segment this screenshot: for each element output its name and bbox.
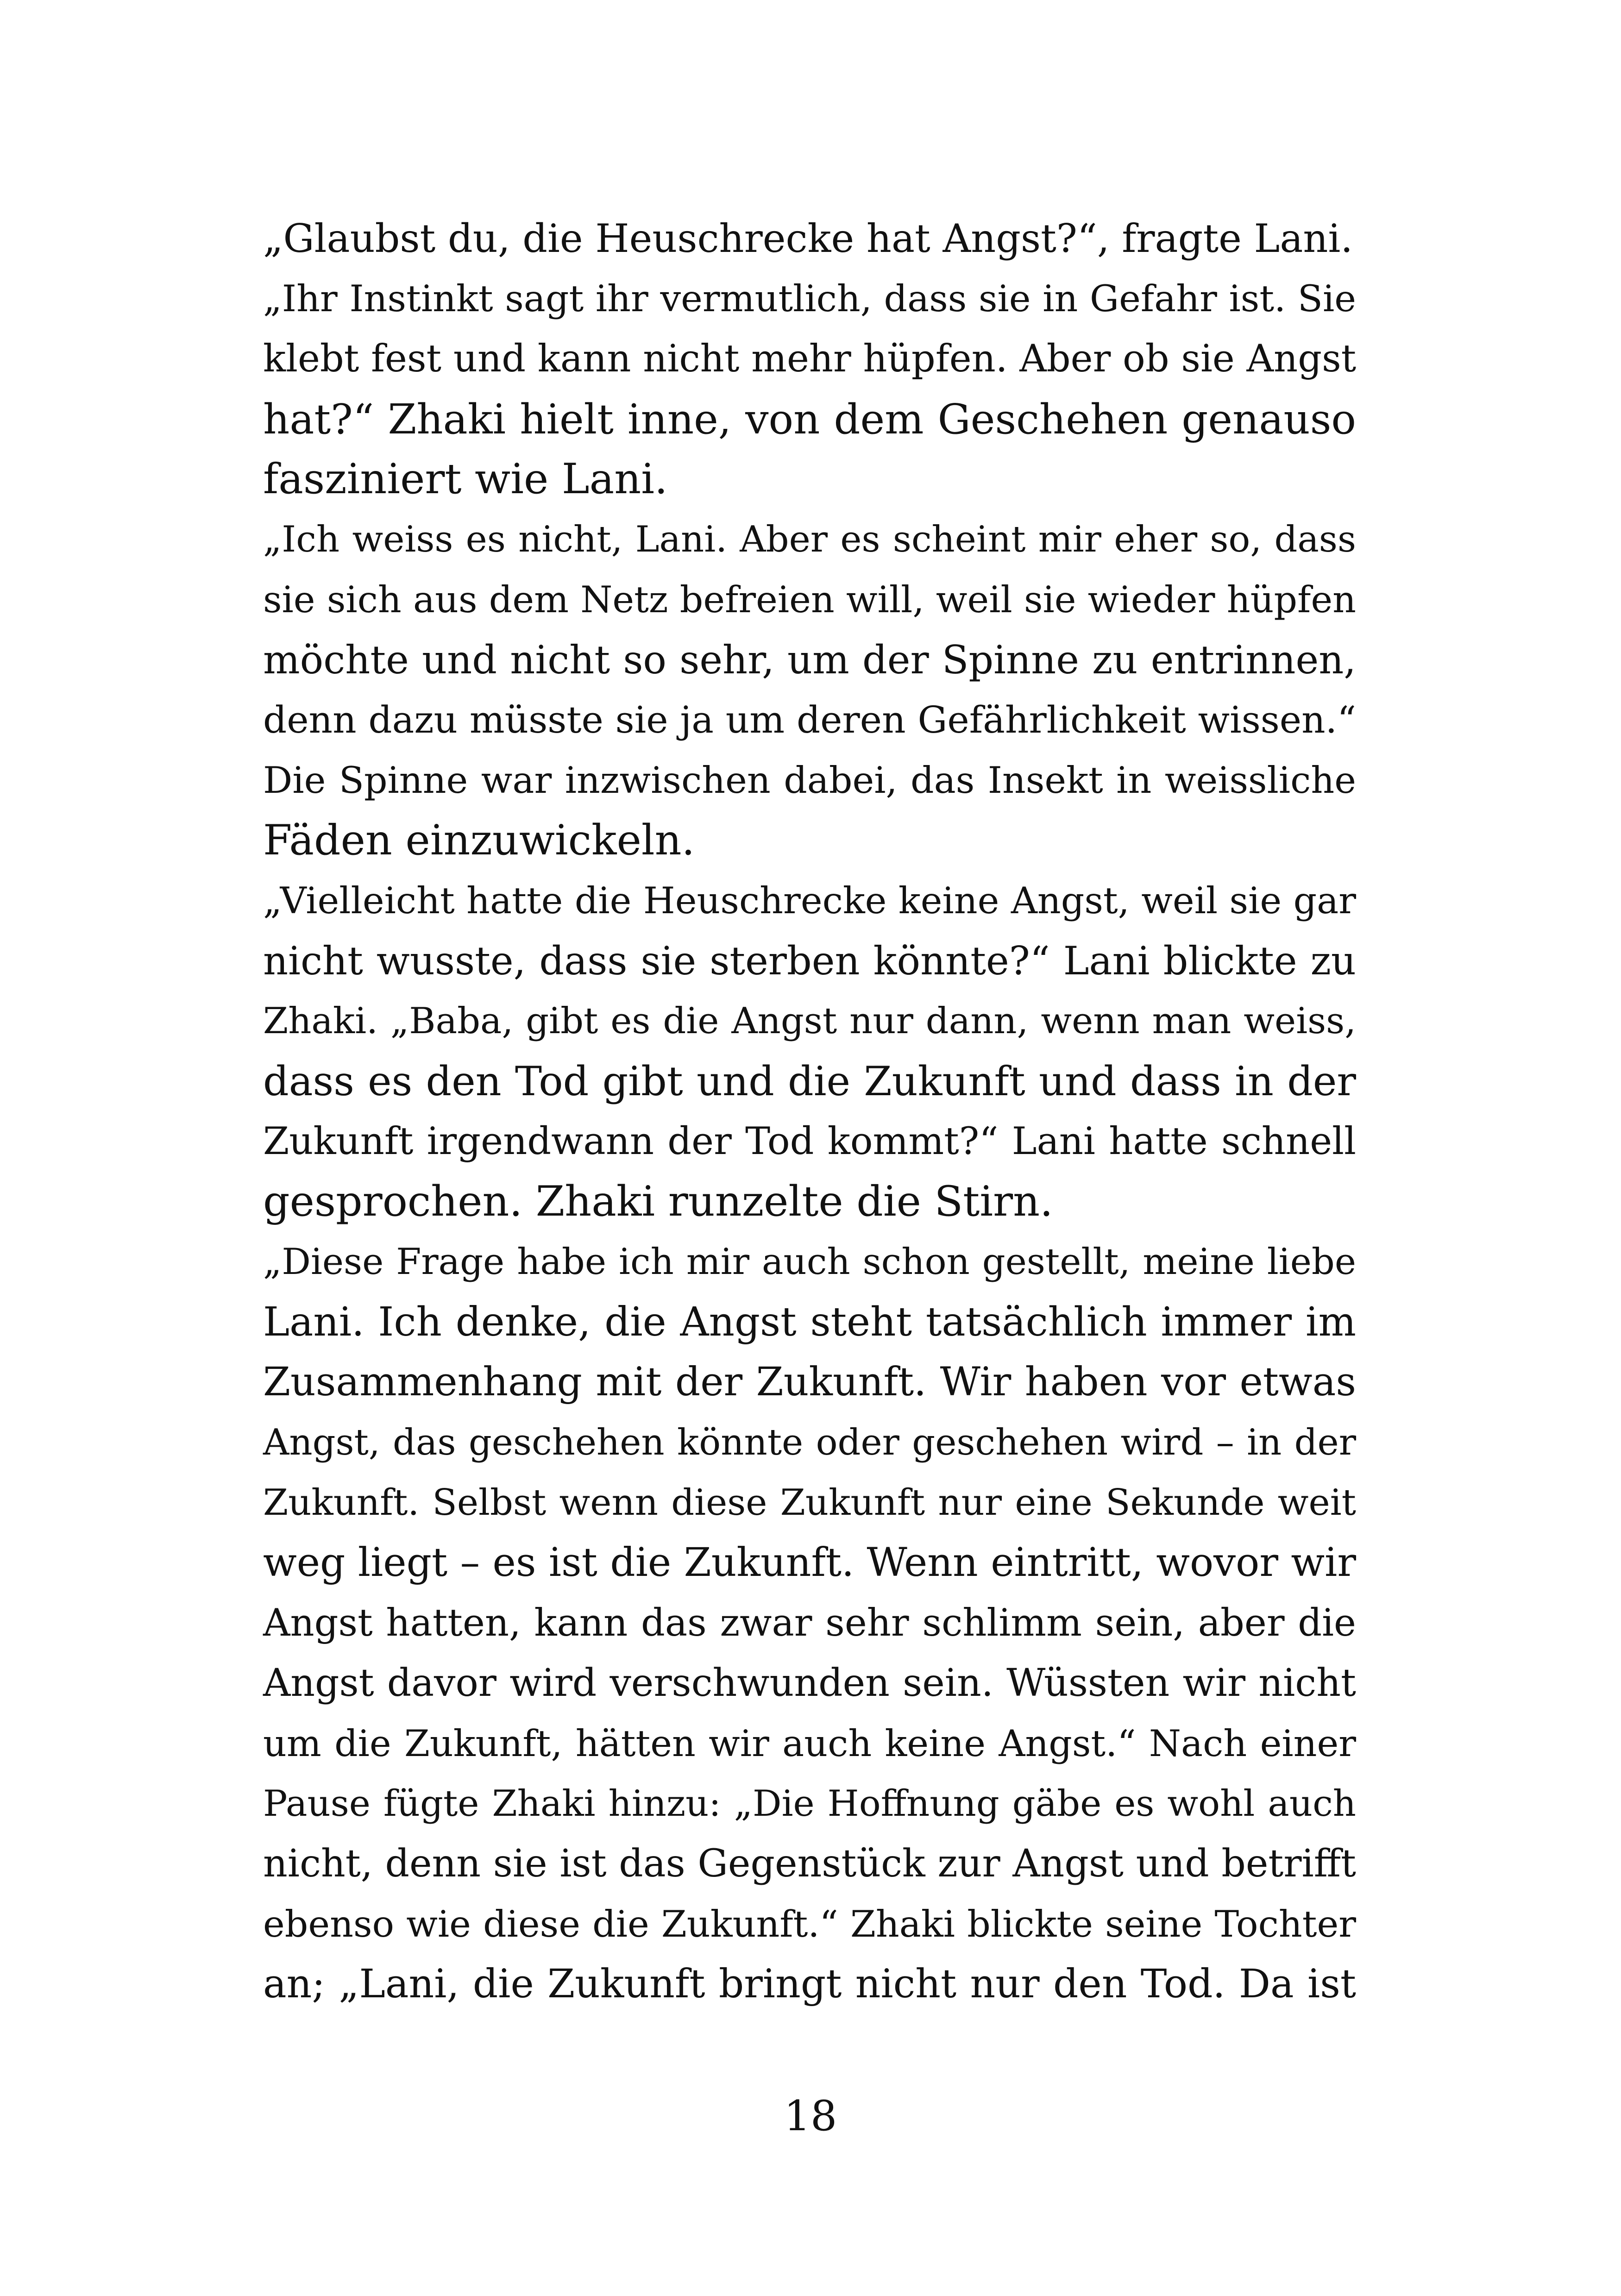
text-line: Zusammenhang mit der Zukunft. Wir haben vor etwas — [263, 1359, 1356, 1405]
text-line: Zhaki. „Baba, gibt es die Angst nur dann, wenn man weiss, — [263, 1000, 1356, 1042]
page-number: 18 — [784, 2092, 837, 2140]
text-line: nicht wusste, dass sie sterben könnte?“ Lani blickte zu — [263, 938, 1356, 984]
text-line: um die Zukunft, hätten wir auch keine Angst.“ Nach einer — [263, 1722, 1356, 1765]
text-line: weg liegt – es ist die Zukunft. Wenn eintritt, wovor wir — [263, 1540, 1356, 1586]
text-line: dass es den Tod gibt und die Zukunft und dass in der — [263, 1058, 1356, 1105]
text-line: Zukunft. Selbst wenn diese Zukunft nur eine Sekunde weit — [263, 1482, 1356, 1524]
text-line: Fäden einzuwickeln. — [263, 816, 695, 865]
text-line: fasziniert wie Lani. — [263, 455, 668, 503]
text-line: nicht, denn sie ist das Gegenstück zur Angst und betrifft — [263, 1842, 1356, 1886]
text-line: Angst davor wird verschwunden sein. Wüssten wir nicht — [263, 1661, 1356, 1705]
text-line: „Ihr Instinkt sagt ihr vermutlich, dass sie in Gefahr ist. Sie — [263, 277, 1356, 320]
text-line: „Ich weiss es nicht, Lani. Aber es scheint mir eher so, dass — [263, 519, 1356, 560]
text-line: Angst hatten, kann das zwar sehr schlimm sein, aber die — [263, 1601, 1356, 1645]
text-line: klebt fest und kann nicht mehr hüpfen. Aber ob sie Angst — [263, 337, 1357, 381]
text-line: gesprochen. Zhaki runzelte die Stirn. — [263, 1177, 1053, 1226]
text-line: Angst, das geschehen könnte oder geschehen wird – in der — [263, 1422, 1356, 1463]
text-line: möchte und nicht so sehr, um der Spinne zu entrinnen, — [263, 637, 1356, 683]
text-line: denn dazu müsste sie ja um deren Gefährlichkeit wissen.“ — [263, 698, 1356, 741]
text-line: Zukunft irgendwann der Tod kommt?“ Lani hatte schnell — [263, 1120, 1356, 1163]
text-line: an; „Lani, die Zukunft bringt nicht nur den Tod. Da ist — [263, 1961, 1356, 2007]
text-line: ebenso wie diese die Zukunft.“ Zhaki blickte seine Tochter — [263, 1903, 1356, 1945]
text-line: „Vielleicht hatte die Heuschrecke keine Angst, weil sie gar — [263, 879, 1356, 922]
text-line: sie sich aus dem Netz befreien will, weil sie wieder hüpfen — [263, 578, 1356, 621]
text-line: „Diese Frage habe ich mir auch schon gestellt, meine liebe — [263, 1241, 1356, 1283]
text-line: hat?“ Zhaki hielt inne, von dem Geschehen genauso — [263, 395, 1356, 443]
text-line: Lani. Ich denke, die Angst steht tatsächlich immer im — [263, 1299, 1356, 1345]
text-line: „Glaubst du, die Heuschrecke hat Angst?“, fragte Lani. — [263, 216, 1353, 261]
text-line: Pause fügte Zhaki hinzu: „Die Hoffnung gäbe es wohl auch — [263, 1783, 1356, 1825]
text-line: Die Spinne war inzwischen dabei, das Insekt in weissliche — [263, 759, 1356, 802]
body-text — [263, 208, 1356, 2014]
